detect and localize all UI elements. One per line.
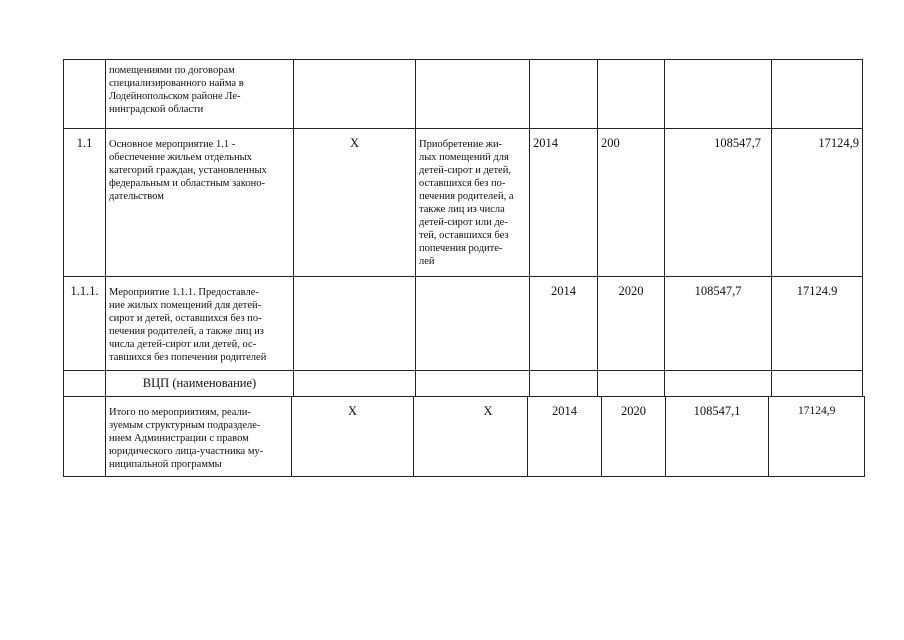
result-cell bbox=[415, 276, 530, 371]
row-year-end: 2020 bbox=[621, 404, 646, 418]
executor-cell bbox=[293, 59, 416, 129]
total-cell bbox=[664, 59, 772, 129]
row-name: Мероприятие 1.1.1. Предоставле- ние жилых помещений для детей- сирот и детей, оставшихся без по- печения родителей, а также лиц из числа детей-сирот или детей, ос- тавшихся без попечения родителей bbox=[109, 287, 267, 363]
row-total: 108547,1 bbox=[693, 404, 741, 418]
row-year-value: 17124.9 bbox=[796, 284, 838, 298]
row-name: помещениями по договорам специализированного найма в Лодейнопольском районе Ле- нинградской области bbox=[109, 65, 244, 115]
row-year-value: 17124,9 bbox=[818, 136, 859, 150]
total-cell bbox=[664, 128, 772, 277]
number-cell bbox=[63, 396, 106, 477]
year-start-cell bbox=[529, 370, 598, 397]
row-name: Основное мероприятие 1.1 - обеспечение жильем отдельных категорий граждан, установленных федеральным и областным законо- дательством bbox=[109, 139, 267, 202]
year-value-cell bbox=[771, 59, 863, 129]
year-end-cell bbox=[597, 370, 665, 397]
row-year-start: 2014 bbox=[533, 136, 558, 150]
row-year-start: 2014 bbox=[552, 404, 577, 418]
result-cell bbox=[415, 370, 530, 397]
row-name: Итого по мероприятиям, реали- зуемым структурным подразделе- нием Администрации с правом юридического лица-участника му- ниципальной программы bbox=[109, 407, 264, 470]
row-executor: X bbox=[347, 404, 358, 418]
year-start-cell bbox=[529, 59, 598, 129]
row-total: 108547,7 bbox=[694, 284, 742, 298]
total-cell bbox=[664, 370, 772, 397]
executor-cell bbox=[293, 276, 416, 371]
row-result: X bbox=[483, 404, 493, 418]
row-number: 1.1.1. bbox=[70, 284, 99, 298]
row-year-end: 2020 bbox=[618, 284, 644, 298]
year-end-cell bbox=[597, 59, 665, 129]
year-start-cell bbox=[529, 128, 598, 277]
year-end-cell bbox=[597, 128, 665, 277]
row-result: Приобретение жи- лых помещений для детей-сирот и детей, оставшихся без по- печения родителей, а также лиц из числа детей-сирот или де- тей, оставшихся без попечения родите- лей bbox=[419, 139, 514, 267]
number-cell bbox=[63, 59, 106, 129]
executor-cell bbox=[293, 128, 416, 277]
row-year-end: 200 bbox=[601, 136, 620, 150]
row-number: 1.1 bbox=[76, 136, 93, 150]
number-cell bbox=[63, 128, 106, 277]
number-cell bbox=[63, 370, 106, 397]
row-executor: X bbox=[349, 136, 360, 150]
row-total: 108547,7 bbox=[714, 136, 761, 150]
year-value-cell bbox=[771, 128, 863, 277]
row-name: ВЦП (наименование) bbox=[142, 376, 257, 390]
result-cell bbox=[415, 59, 530, 129]
row-year-start: 2014 bbox=[551, 284, 576, 298]
row-year-value: 17124,9 bbox=[798, 405, 836, 417]
executor-cell bbox=[293, 370, 416, 397]
year-value-cell bbox=[771, 370, 863, 397]
